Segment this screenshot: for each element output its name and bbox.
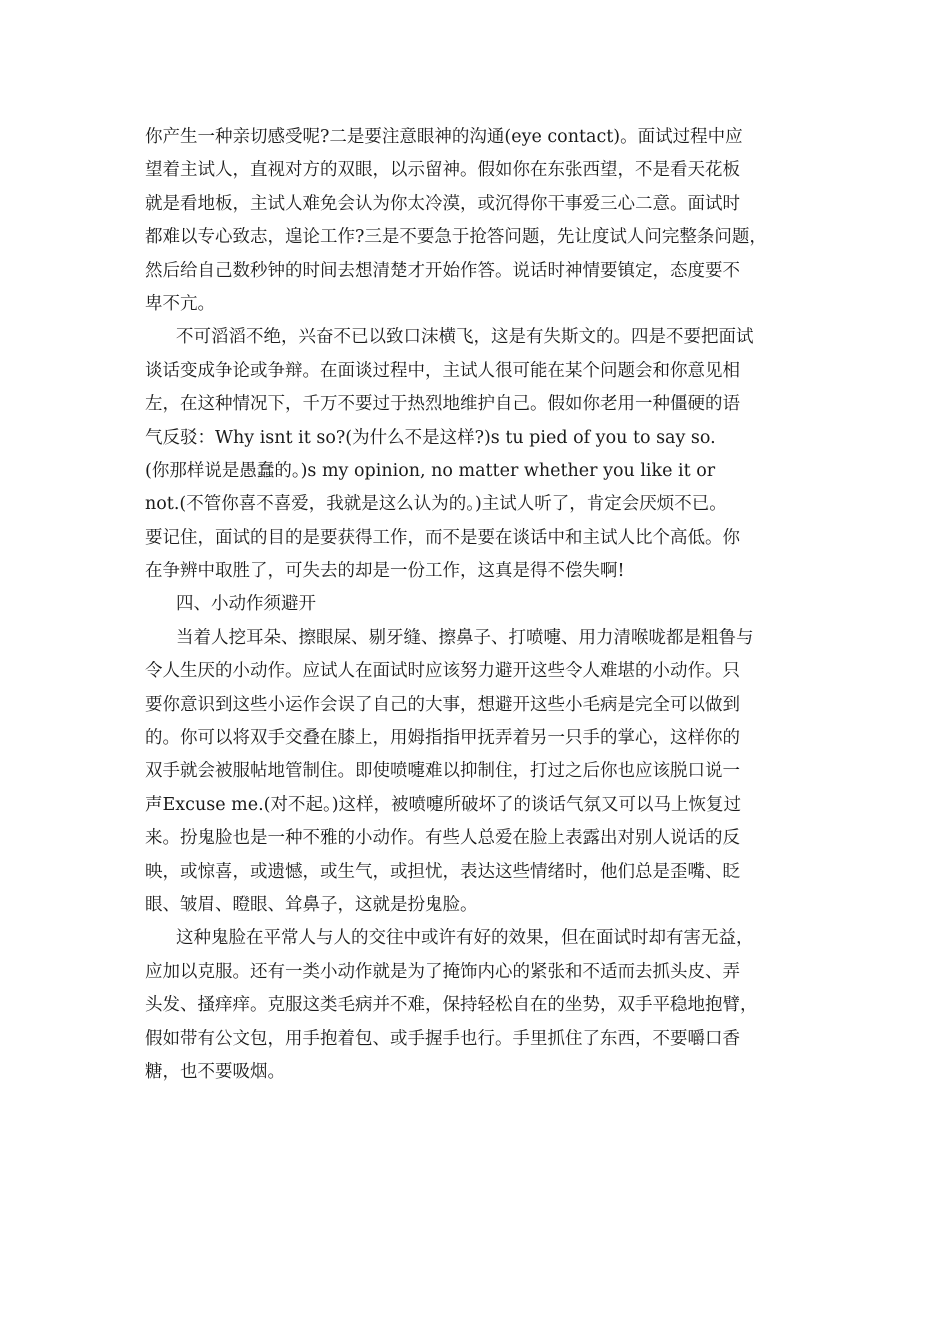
text-line: 左，在这种情况下，千万不要过于热烈地维护自己。假如你老用一种僵硬的语 [145,394,740,415]
text-line: 卑不亢。 [145,293,215,314]
text-line: 糖，也不要吸烟。 [145,1061,285,1082]
paragraph-start-line: 当着人挖耳朵、擦眼屎、剔牙缝、擦鼻子、打喷嚏、用力清喉咙都是粗鲁与 [176,627,754,648]
text-line: 望着主试人，直视对方的双眼，以示留神。假如你在东张西望，不是看天花板 [145,160,740,181]
text-line: 气反驳：Why isnt it so?(为什么不是这样?)s tu pied of you to say so. [145,427,716,448]
text-line: 你产生一种亲切感受呢?二是要注意眼神的沟通(eye contact)。面试过程中应 [145,127,743,147]
text-line: 要你意识到这些小运作会误了自己的大事，想避开这些小毛病是完全可以做到 [145,694,740,715]
text-line: 来。扮鬼脸也是一种不雅的小动作。有些人总爱在脸上表露出对别人说话的反 [145,828,740,849]
text-line: 然后给自己数秒钟的时间去想清楚才开始作答。说话时神情要镇定，态度要不 [145,260,740,281]
text-line: 的。你可以将双手交叠在膝上，用姆指指甲抚弄着另一只手的掌心，这样你的 [145,728,740,749]
text-line: 应加以克服。还有一类小动作就是为了掩饰内心的紧张和不适而去抓头皮、弄 [145,961,740,982]
text-line: not.(不管你喜不喜爱，我就是这么认为的。)主试人听了，肯定会厌烦不已。 [145,494,727,515]
paragraph-start-line: 不可滔滔不绝，兴奋不已以致口沫横飞，这是有失斯文的。四是不要把面试 [176,327,754,348]
text-line: 眼、皱眉、瞪眼、耸鼻子，这就是扮鬼脸。 [145,894,478,915]
text-line: (你那样说是愚蠢的。)s my opinion, no matter whether you like it or [145,460,716,481]
text-line: 在争辨中取胜了，可失去的却是一份工作，这真是得不偿失啊! [145,561,625,582]
text-line: 谈话变成争论或争辩。在面谈过程中，主试人很可能在某个问题会和你意见相 [145,360,740,381]
document-body [145,121,810,1089]
text-line: 假如带有公文包，用手抱着包、或手握手也行。手里抓住了东西，不要嚼口香 [145,1028,740,1049]
text-line: 就是看地板，主试人难免会认为你太冷漠，或沉得你干事爱三心二意。面试时 [145,193,740,214]
text-line: 声Excuse me.(对不起。)这样，被喷嚏所破坏了的谈话气氛又可以马上恢复过 [145,794,742,815]
text-line: 双手就会被服帖地管制住。即使喷嚏难以抑制住，打过之后你也应该脱口说一 [145,761,740,782]
text-line: 映，或惊喜，或遗憾，或生气，或担忧，表达这些情绪时，他们总是歪嘴、眨 [145,861,740,882]
text-line: 头发、搔痒痒。克服这类毛病并不难，保持轻松自在的坐势，双手平稳地抱臂， [145,995,758,1016]
text-line: 都难以专心致志，遑论工作?三是不要急于抢答问题，先让度试人问完整条问题， [145,227,767,248]
text-line: 要记住，面试的目的是要获得工作，而不是要在谈话中和主试人比个高低。你 [145,527,740,548]
section-heading: 四、小动作须避开 [176,594,316,615]
paragraph-start-line: 这种鬼脸在平常人与人的交往中或许有好的效果，但在面试时却有害无益， [176,928,754,949]
text-line: 令人生厌的小动作。应试人在面试时应该努力避开这些令人难堪的小动作。只 [145,661,740,682]
